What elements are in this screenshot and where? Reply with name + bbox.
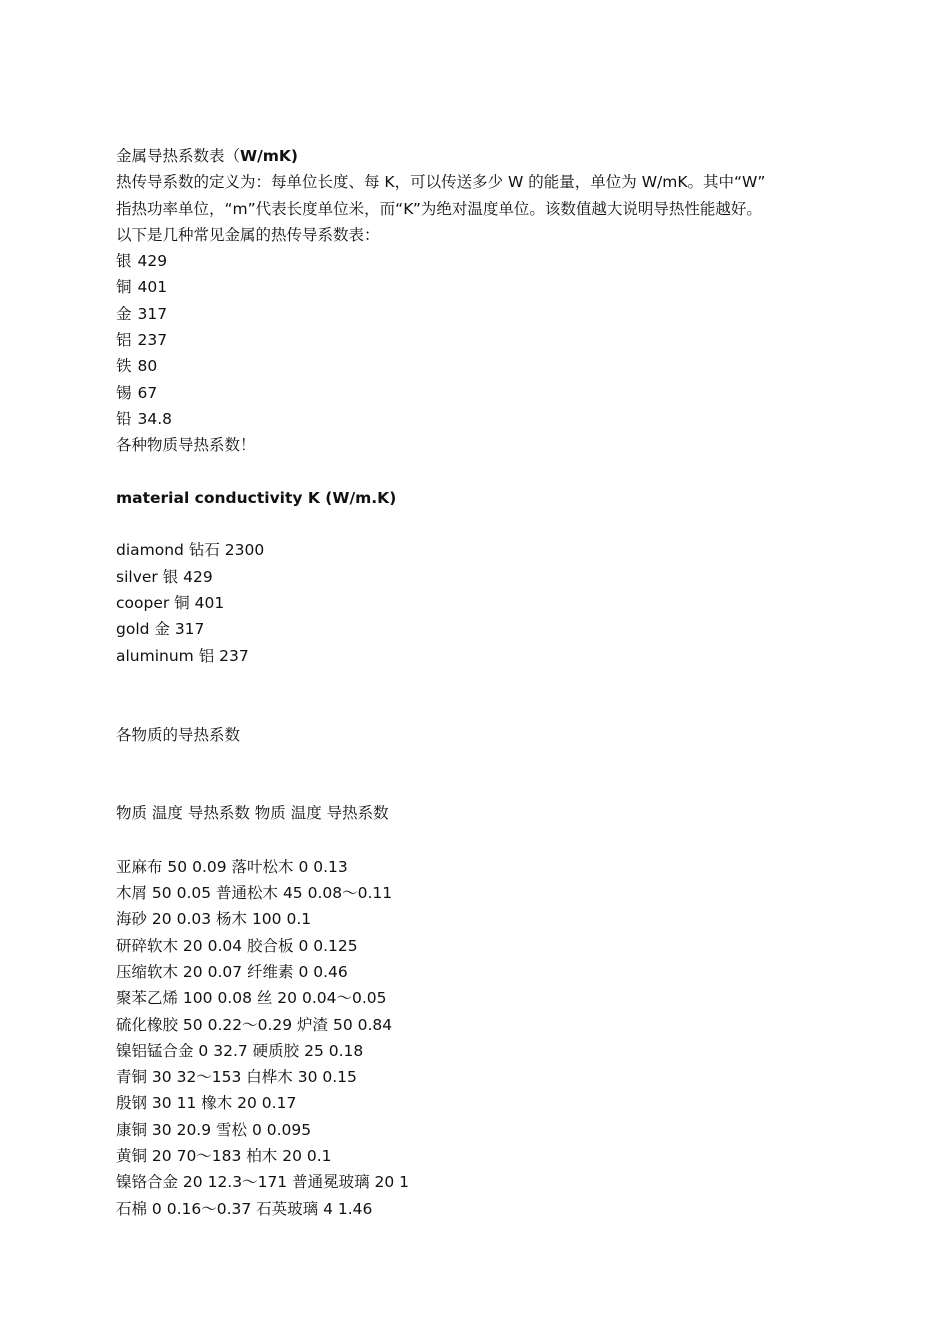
english-row: silver 银 429 (116, 567, 213, 586)
table-row: 亚麻布 50 0.09 落叶松木 0 0.13 (116, 857, 348, 876)
table-row: 青铜 30 32～153 白桦木 30 0.15 (116, 1068, 357, 1087)
spacer (116, 459, 836, 485)
conductivity-table (116, 854, 836, 1222)
doc-title-cn: 金属导热系数表（ (116, 147, 241, 165)
spacer (116, 511, 836, 537)
english-row: gold 金 317 (116, 620, 205, 639)
metal-list (116, 248, 836, 432)
english-header: material conductivity K (W/m.K) (116, 488, 397, 507)
metal-value: 237 (137, 331, 168, 350)
metal-row (116, 274, 836, 300)
doc-title-unit: W/mK) (240, 147, 299, 165)
various-title: 各种物质导热系数！ (116, 436, 256, 455)
metal-value: 34.8 (137, 409, 173, 428)
table-header: 物质 温度 导热系数 物质 温度 导热系数 (116, 804, 389, 823)
metal-value: 429 (137, 252, 168, 271)
table-row: 殷钢 30 11 橡木 20 0.17 (116, 1094, 297, 1113)
doc-title (116, 143, 836, 169)
section2-title: 各物质的导热系数 (116, 725, 241, 744)
intro-line-2: 指热功率单位，“m”代表长度单位米，而“K”为绝对温度单位。该数值越大说明导热性能越好。 (116, 199, 762, 218)
metal-name: 铅 (116, 409, 132, 428)
intro-line-3: 以下是几种常见金属的热传导系数表： (116, 225, 380, 244)
english-list (116, 537, 836, 668)
metal-name: 铜 (116, 278, 132, 297)
metal-value: 401 (137, 278, 168, 297)
english-row: aluminum 铝 237 (116, 646, 249, 665)
metal-row (116, 380, 836, 406)
table-row: 聚苯乙烯 100 0.08 丝 20 0.04～0.05 (116, 989, 387, 1008)
document-page (116, 143, 836, 1222)
metal-name: 金 (116, 304, 132, 323)
table-row: 海砂 20 0.03 杨木 100 0.1 (116, 910, 312, 929)
table-row: 镍铬合金 20 12.3～171 普通冕玻璃 20 1 (116, 1173, 410, 1192)
intro-line-1: 热传导系数的定义为：每单位长度、每 K，可以传送多少 W 的能量，单位为 W/mK。其中“W” (116, 173, 766, 192)
metal-value: 317 (137, 304, 168, 323)
table-row: 康铜 30 20.9 雪松 0 0.095 (116, 1120, 312, 1139)
metal-row (116, 406, 836, 432)
table-row: 镍铝锰合金 0 32.7 硬质胶 25 0.18 (116, 1041, 364, 1060)
metal-name: 锡 (116, 383, 132, 402)
table-row: 木屑 50 0.05 普通松木 45 0.08～0.11 (116, 884, 393, 903)
metal-value: 67 (137, 383, 158, 402)
english-row: diamond 钻石 2300 (116, 541, 265, 560)
table-row: 研碎软木 20 0.04 胶合板 0 0.125 (116, 936, 358, 955)
metal-name: 铝 (116, 331, 132, 350)
table-row: 石棉 0 0.16～0.37 石英玻璃 4 1.46 (116, 1199, 373, 1218)
table-row: 黄铜 20 70～183 柏木 20 0.1 (116, 1146, 332, 1165)
metal-name: 银 (116, 252, 132, 271)
metal-row (116, 353, 836, 379)
metal-name: 铁 (116, 357, 132, 376)
table-row: 硫化橡胶 50 0.22～0.29 炉渣 50 0.84 (116, 1015, 393, 1034)
english-row: cooper 铜 401 (116, 594, 225, 613)
metal-value: 80 (137, 357, 158, 376)
metal-row (116, 327, 836, 353)
spacer (116, 748, 836, 801)
table-row: 压缩软木 20 0.07 纤维素 0 0.46 (116, 962, 348, 981)
spacer (116, 669, 836, 722)
spacer (116, 827, 836, 854)
metal-row (116, 301, 836, 327)
metal-row (116, 248, 836, 274)
